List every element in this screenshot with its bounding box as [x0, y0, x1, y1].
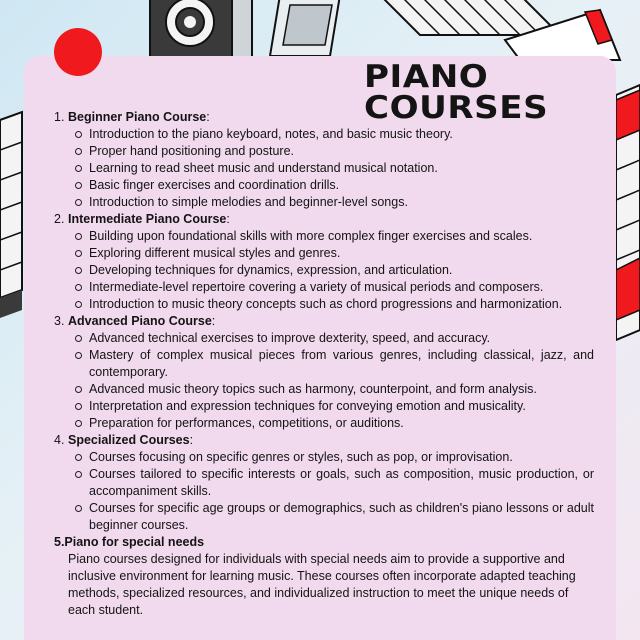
- list-item: Introduction to music theory concepts such as chord progressions and harmonization.: [89, 296, 594, 313]
- list-item: Intermediate-level repertoire covering a variety of musical periods and composers.: [89, 279, 594, 296]
- list-item: Introduction to simple melodies and beginner-level songs.: [89, 194, 594, 211]
- section-heading: 3. Advanced Piano Course:: [54, 314, 216, 328]
- list-item: Learning to read sheet music and understand musical notation.: [89, 160, 594, 177]
- section-intermediate: [54, 211, 594, 313]
- list-item: Courses tailored to specific interests or goals, such as composition, music production, or accompaniment skills.: [89, 467, 594, 498]
- section-specialized: [54, 432, 594, 534]
- bullet-list: [54, 449, 594, 534]
- bullet-list: [54, 126, 594, 211]
- list-item: Advanced music theory topics such as harmony, counterpoint, and form analysis.: [89, 381, 594, 398]
- list-item: Interpretation and expression techniques for conveying emotion and musicality.: [89, 398, 594, 415]
- list-item: Building upon foundational skills with more complex finger exercises and scales.: [89, 228, 594, 245]
- title-line-2: COURSES: [364, 90, 549, 126]
- list-item: Advanced technical exercises to improve dexterity, speed, and accuracy.: [89, 330, 594, 347]
- section-body: Piano courses designed for individuals with special needs aim to provide a supportive and inclusive environment for learning music. These courses often incorporate adapted teaching methods, specialized resources, and individualized instruction to meet the unique needs of each student.: [68, 552, 576, 617]
- list-item: Basic finger exercises and coordination drills.: [89, 177, 594, 194]
- list-item: Preparation for performances, competitions, or auditions.: [89, 415, 594, 432]
- list-item: Courses for specific age groups or demographics, such as children's piano lessons or adult beginner courses.: [89, 501, 594, 532]
- list-item: Developing techniques for dynamics, expression, and articulation.: [89, 262, 594, 279]
- section-heading: 1. Beginner Piano Course:: [54, 110, 210, 124]
- list-item: Introduction to the piano keyboard, notes, and basic music theory.: [89, 126, 594, 143]
- section-heading: 4. Specialized Courses:: [54, 433, 194, 447]
- course-list: [54, 109, 594, 619]
- section-advanced: [54, 313, 594, 432]
- bullet-list: [54, 330, 594, 432]
- section-special-needs: [54, 534, 594, 619]
- bullet-list: [54, 228, 594, 313]
- list-item: Exploring different musical styles and genres.: [89, 245, 594, 262]
- list-item: Mastery of complex musical pieces from various genres, including classical, jazz, and contemporary.: [89, 348, 594, 379]
- title-line-1: PIANO: [364, 59, 489, 95]
- section-heading: 2. Intermediate Piano Course:: [54, 212, 230, 226]
- red-circle-decoration: [54, 28, 102, 76]
- list-item: Proper hand positioning and posture.: [89, 143, 594, 160]
- list-item: Courses focusing on specific genres or styles, such as pop, or improvisation.: [89, 449, 594, 466]
- section-beginner: [54, 109, 594, 211]
- section-heading: 5.Piano for special needs: [54, 535, 205, 549]
